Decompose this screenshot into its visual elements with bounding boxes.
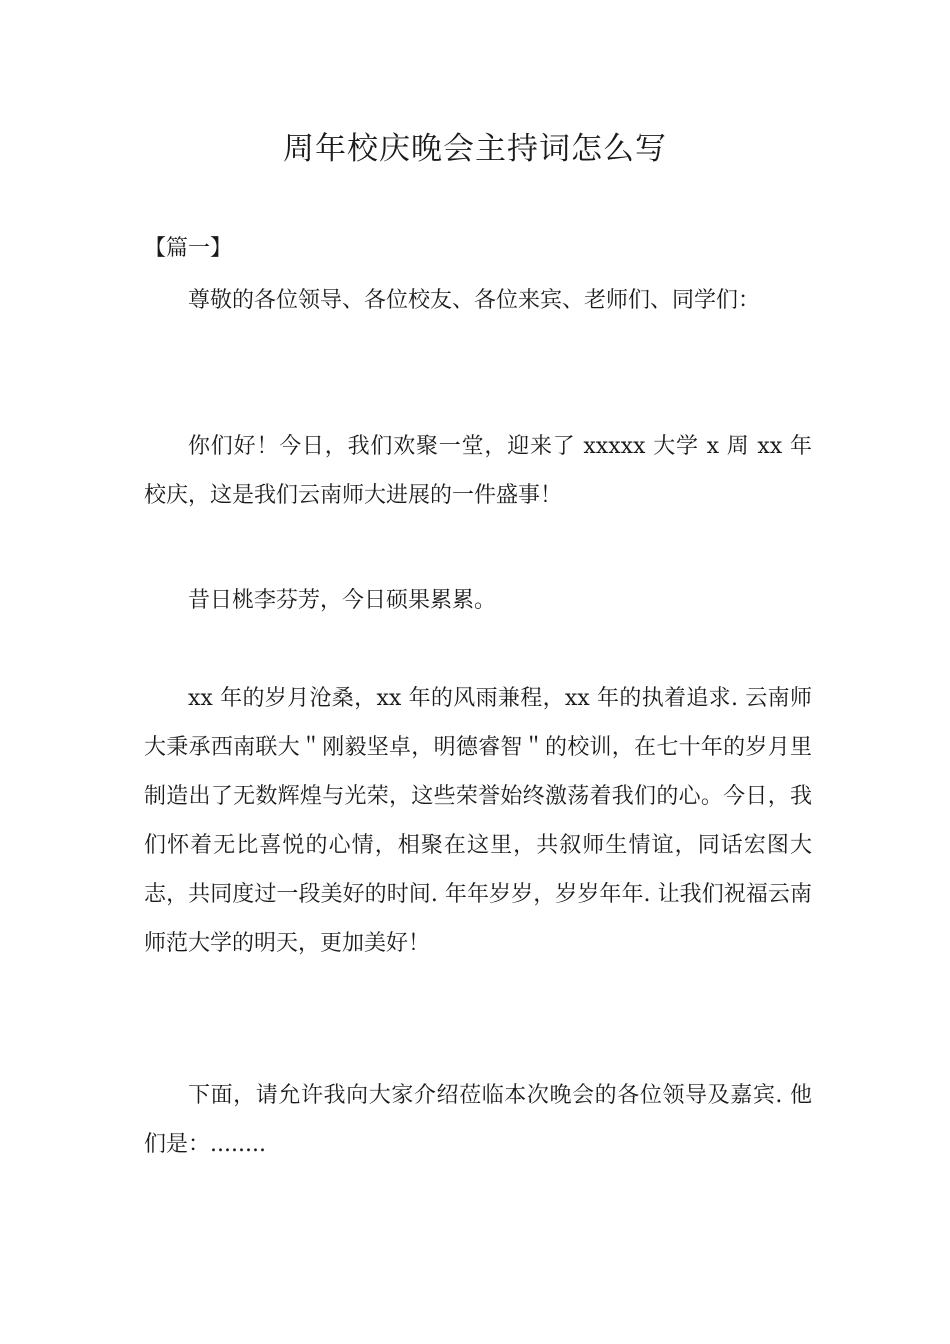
paragraph-welcome: 你们好！今日，我们欢聚一堂，迎来了 xxxxx 大学 x 周 xx 年校庆，这是我们云南师大进展的一件盛事！ [144, 434, 812, 508]
paragraph-greeting: 尊敬的各位领导、各位校友、各位来宾、老师们、同学们： [188, 288, 761, 313]
document-title: 周年校庆晚会主持词怎么写 [283, 131, 667, 167]
paragraph-short: 昔日桃李芬芳，今日硕果累累。 [188, 588, 497, 613]
paragraph-history: xx 年的岁月沧桑，xx 年的风雨兼程，xx 年的执着追求. 云南师大秉承西南联大＂刚毅坚卓，明德睿智＂的校训，在七十年的岁月里制造出了无数辉煌与光荣，这些荣誉始终激荡着我们的心。今日，我们怀着无比喜悦的心情，相聚在这里，共叙师生情谊，同话宏图大志，共同度过一段美好的时间. 年年岁岁，岁岁年年. 让我们祝福云南师范大学的明天，更加美好！ [144, 686, 812, 956]
paragraph-introduction: 下面，请允许我向大家介绍莅临本次晚会的各位领导及嘉宾. 他们是：........ [144, 1083, 812, 1157]
section-label: 【篇一】 [144, 236, 233, 261]
